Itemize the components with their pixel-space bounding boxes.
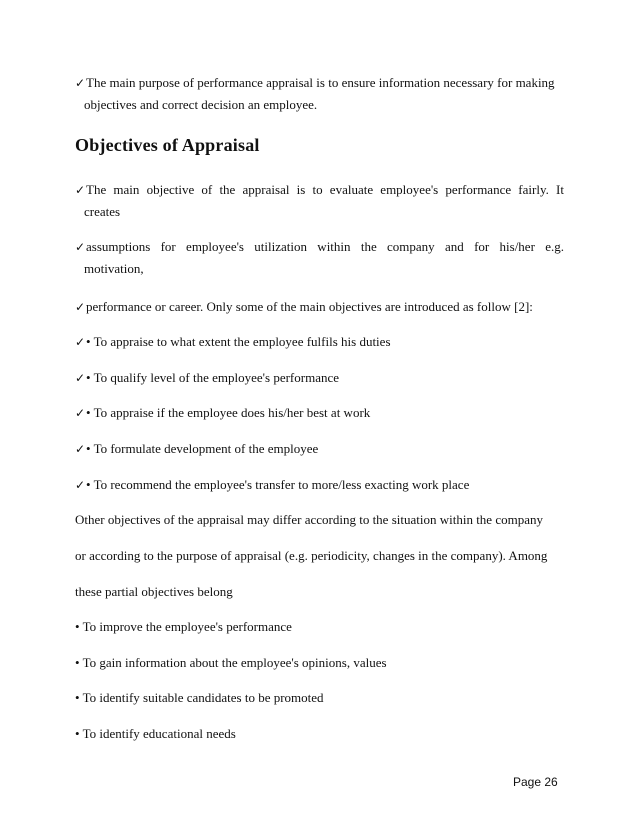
check-mark-icon: ✓ [75,442,86,456]
paragraph-line-1: Other objectives of the appraisal may differ according to the situation within the company [75,512,543,527]
check-line-6 [75,370,564,386]
line-text: The main objective of the appraisal is to evaluate employee's performance fairly. It [86,182,564,197]
check-line-9 [75,477,564,493]
check-mark-icon: ✓ [75,335,86,349]
bullet-item-1: • To improve the employee's performance [75,619,292,634]
line-text: • To recommend the employee's transfer to more/less exacting work place [86,477,470,492]
check-mark-icon: ✓ [75,478,86,492]
check-mark-icon: ✓ [75,240,86,254]
check-line-5 [75,334,564,350]
bullet-item-2: • To gain information about the employee's opinions, values [75,655,387,670]
bullet-item-4: • To identify educational needs [75,726,236,741]
check-line-8 [75,441,564,457]
line-text: • To formulate development of the employee [86,441,319,456]
bullet-item-3: • To identify suitable candidates to be promoted [75,690,324,705]
check-mark-icon: ✓ [75,371,86,385]
check-line-3 [75,239,564,255]
line-text: • To qualify level of the employee's performance [86,370,340,385]
line-text: motivation, [84,261,144,276]
line-text: creates [84,204,121,219]
line-text: The main purpose of performance appraisal is to ensure information necessary for making [86,75,555,90]
check-line-1-continued [84,97,564,113]
check-line-2 [75,182,564,198]
line-text: • To appraise if the employee does his/her best at work [86,405,371,420]
check-mark-icon: ✓ [75,406,86,420]
line-text: • To appraise to what extent the employee fulfils his duties [86,334,391,349]
check-mark-icon: ✓ [75,300,86,314]
check-line-4 [75,299,564,315]
check-mark-icon: ✓ [75,183,86,197]
line-text: objectives and correct decision an employee. [84,97,318,112]
check-line-3-continued [84,261,564,277]
paragraph-line-2: or according to the purpose of appraisal (e.g. periodicity, changes in the company). Among [75,548,548,563]
check-line-1 [75,75,564,91]
page-number: Page 26 [513,775,558,789]
check-line-2-continued [84,204,564,220]
line-text: assumptions for employee's utilization within the company and for his/her e.g. [86,239,564,254]
check-line-7 [75,405,564,421]
section-heading: Objectives of Appraisal [75,135,260,155]
line-text: performance or career. Only some of the main objectives are introduced as follow [2]: [86,299,533,314]
paragraph-line-3: these partial objectives belong [75,584,233,599]
check-mark-icon: ✓ [75,76,86,90]
